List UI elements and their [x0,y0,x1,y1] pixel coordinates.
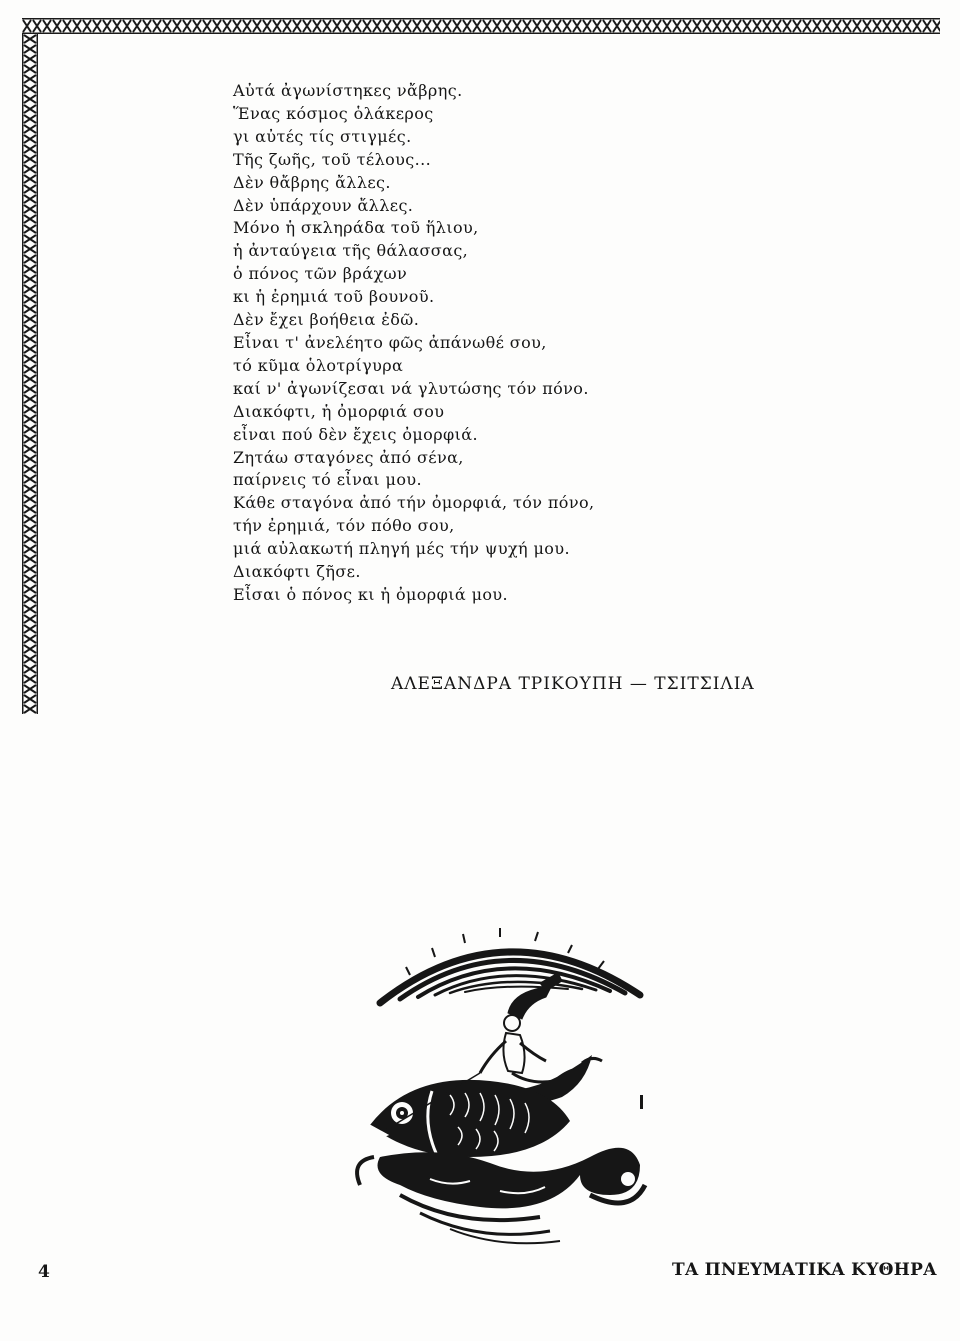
lower-waves [357,1148,645,1244]
poem-line: γι αὐτές τίς στιγμές. [233,126,412,146]
poem-line: Τῆς ζωῆς, τοῦ τέλους... [233,149,432,169]
poem-line: Δὲν ὑπάρχουν ἄλλες. [233,195,414,215]
woodcut-illustration [340,895,670,1265]
poem-line: Ζητάω σταγόνες ἀπό σένα, [233,447,464,467]
poem-line: τήν ἐρημιά, τόν πόθο σου, [233,516,455,536]
poem-line: Δὲν ἔχει βοήθεια ἐδῶ. [233,310,420,330]
poem-line: παίρνεις τό εἶναι μου. [233,470,423,490]
poem-line: καί ν' ἀγωνίζεσαι νά γλυτώσης τόν πόνο. [233,378,589,398]
poem-line: ὁ πόνος τῶν βράχων [233,264,408,284]
journal-title: ΤΑ ΠΝΕΥΜΑΤΙΚΑ ΚΥΘΗΡΑ [672,1260,937,1280]
page-number: 4 [38,1262,50,1282]
poem-line: Διακόφτι, ἡ ὀμορφιά σου [233,401,445,421]
author-name: ΑΛΕΞΑΝΔΡΑ ΤΡΙΚΟΥΠΗ — ΤΣΙΤΣΙΛΙΑ [391,674,755,694]
arching-wave-lines [380,952,640,1003]
left-ornament-border [22,34,38,714]
poem-text [233,80,793,607]
poem-line: Δὲν θἄβρης ἄλλες. [233,172,391,192]
poem-line: ἡ ἀνταύγεια τῆς θάλασσας, [233,241,469,261]
poem-line: Διακόφτι ζῆσε. [233,562,361,582]
poem-line: μιά αὐλακωτή πληγή μές τήν ψυχή μου. [233,539,570,559]
left-ornament-pattern [22,34,38,714]
top-ornament-border [22,18,940,34]
poem-line: Ἕνας κόσμος ὁλάκερος [233,103,434,123]
poem-line: Εἶσαι ὁ πόνος κι ἡ ὀμορφιά μου. [233,584,509,604]
poem-line: Αὐτά ἀγωνίστηκες νἄβρης. [233,81,463,100]
poem-line: Κάθε σταγόνα ἀπό τήν ὀμορφιά, τόν πόνο, [233,493,595,513]
poem-line: εἶναι πού δὲν ἔχεις ὀμορφιά. [233,424,478,444]
woman-riding-fish-illustration [340,895,670,1265]
poem-line: τό κῦμα ὁλοτρίγυρα [233,355,404,375]
top-ornament-pattern [22,18,940,34]
accent-mark [640,1095,643,1109]
poem-line: Εἶναι τ' ἀνελέητο φῶς ἀπάνωθέ σου, [233,332,547,352]
poem-line: κι ἡ ἐρημιά τοῦ βουνοῦ. [233,287,435,307]
poem-line: Μόνο ἡ σκληράδα τοῦ ἥλιου, [233,218,479,238]
